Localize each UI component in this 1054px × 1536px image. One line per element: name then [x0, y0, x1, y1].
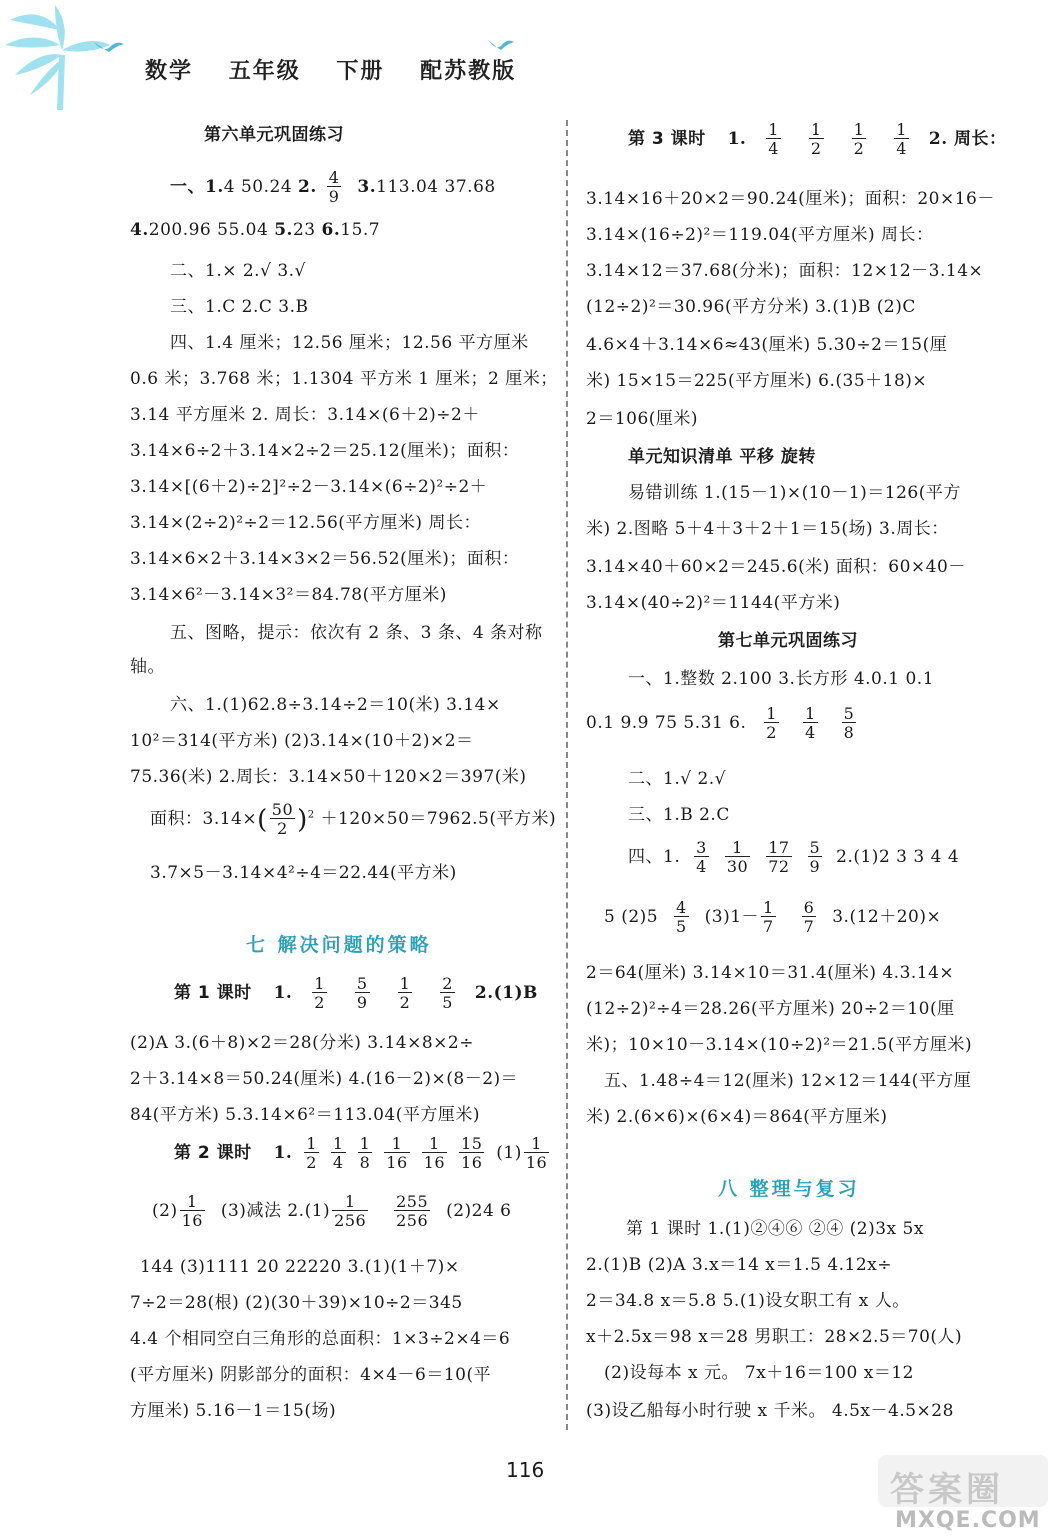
fraction-group	[298, 974, 469, 1012]
answer-line: (平方厘米) 阴影部分的面积：4×4－6＝10(平	[130, 1365, 492, 1385]
page-number: 116	[506, 1458, 545, 1482]
lesson-label: 第 3 课时	[628, 129, 706, 149]
fraction: $\frac{1}{4}$	[804, 704, 816, 742]
answer-line	[174, 976, 538, 1011]
answer-line: 75.36(米) 2.周长：3.14×50＋120×2＝397(米)	[130, 767, 527, 787]
item-label: 1.	[273, 983, 293, 1003]
fraction: $\frac{6}{7}$	[803, 898, 815, 936]
answer-line: x＋2.5x＝98 x＝28 男职工：28×2.5＝70(人)	[586, 1327, 963, 1347]
fraction: $\frac{17}{72}$	[768, 838, 790, 876]
fraction: $\frac{1}{2}$	[810, 120, 822, 158]
answer-line: 3.14×12＝37.68(分米)；面积：12×12－3.14×	[586, 261, 984, 281]
answer-line: (2)设每本 x 元。 7x＋16＝100 x＝12	[604, 1363, 914, 1383]
answer-line: 4.4 个相同空白三角形的总面积：1×3÷2×4＝6	[130, 1329, 511, 1349]
answer-line	[170, 170, 496, 205]
answer-text: 0.1 9.9 75 5.31 6.	[586, 713, 747, 733]
fraction: $\frac{50}{2}$	[271, 800, 294, 838]
answer-text: 23	[292, 220, 322, 240]
header-volume: 下册	[336, 58, 385, 84]
answer-text: 2. 周长：	[928, 129, 1007, 149]
item-label: 3.	[357, 177, 377, 197]
header-grade: 五年级	[228, 58, 301, 84]
answer-line: 3.14×(40÷2)²＝1144(平方米)	[586, 593, 841, 613]
answer-line: 3.14×(16÷2)²＝119.04(平方厘米) 周长：	[586, 225, 934, 245]
answer-text: 面积：3.14×	[150, 809, 258, 829]
column-divider	[566, 120, 568, 1430]
fraction: $\frac{1}{2}$	[399, 974, 411, 1012]
answer-line: 米) 2.(6×6)×(6×4)＝864(平方厘米)	[586, 1107, 888, 1127]
fraction: $\frac{5}{9}$	[356, 974, 368, 1012]
answer-line: 米) 2.图略 5＋4＋3＋2＋1＝15(场) 3.周长：	[586, 519, 949, 539]
item-label: 一、	[170, 177, 205, 197]
fraction: $\frac{255}{256}$	[396, 1192, 429, 1230]
fraction: $\frac{1}{16}$	[423, 1134, 446, 1172]
unit6-review-title: 第六单元巩固练习	[204, 125, 344, 145]
fraction: $\frac{15}{16}$	[461, 1134, 483, 1172]
item-label: 1.	[205, 177, 224, 197]
answer-text: ＋120×50＝7962.5(平方米)	[320, 809, 557, 829]
header-edition: 配苏教版	[420, 58, 517, 84]
answer-line: 4.6×4＋3.14×6≈43(厘米) 5.30÷2＝15(厘	[586, 335, 948, 355]
answer-line: (3)设乙船每小时行驶 x 千米。 4.5x－4.5×28	[586, 1401, 954, 1421]
answer-line	[174, 1136, 559, 1171]
answer-line: 米)；10×10－3.14×(10÷2)²＝21.5(平方厘米)	[586, 1035, 973, 1055]
answer-line: 3.14×40＋60×2＝245.6(米) 面积：60×40－	[586, 557, 966, 577]
answer-line: (12÷2)²÷4＝28.26(平方厘米) 20÷2＝10(厘	[586, 999, 955, 1019]
answer-line: 2＋3.14×8＝50.24(厘米) 4.(16－2)×(8－2)＝	[130, 1069, 519, 1089]
answer-text: (3)1－	[704, 907, 760, 927]
bird-icon	[486, 36, 516, 52]
fraction: $\frac{1}{16}$	[181, 1192, 203, 1230]
answer-line: 3.14 平方厘米 2. 周长：3.14×(6＋2)÷2＋	[130, 405, 480, 425]
fraction: $\frac{1}{16}$	[525, 1134, 548, 1172]
answer-line: 2＝106(厘米)	[586, 409, 699, 429]
answer-text: 4 50.24	[223, 177, 299, 197]
answer-line: 3.14×16＋20×2＝90.24(厘米)；面积：20×16－	[586, 189, 995, 209]
fraction: $\frac{1}{4}$	[332, 1134, 344, 1172]
answer-line: (12÷2)²＝30.96(平方分米) 3.(1)B (2)C	[586, 297, 916, 317]
fraction: $\frac{1}{7}$	[763, 898, 774, 936]
fraction: $\frac{1}{2}$	[766, 704, 777, 742]
answer-line: 面积：3.14×( $\frac{50}{2}$ )$^2$ ＋120×50＝7962.5(平方米)	[150, 800, 557, 838]
answer-line: 一、1.整数 2.100 3.长方形 4.0.1 0.1	[628, 669, 935, 689]
answer-line	[628, 122, 1007, 157]
answer-text: 2.(1)B	[474, 983, 538, 1003]
unit7-title: 七 解决问题的策略	[246, 934, 432, 956]
fraction-group	[298, 1134, 490, 1172]
fraction: $\frac{1}{16}$	[386, 1134, 408, 1172]
fraction-group	[752, 704, 868, 742]
answer-line: 五、1.48÷4＝12(厘米) 12×12＝144(平方厘	[604, 1071, 972, 1091]
answer-line: 四、1.4 厘米；12.56 厘米；12.56 平方厘米	[170, 333, 529, 353]
answer-line: 六、1.(1)62.8÷3.14÷2＝10(米) 3.14×	[170, 695, 501, 715]
fraction-group	[752, 120, 923, 158]
fraction: $\frac{1}{8}$	[359, 1134, 371, 1172]
fraction: $\frac{5}{9}$	[809, 838, 821, 876]
fraction: $\frac{4}{9}$	[328, 168, 340, 206]
watermark-logo-text: 答案圈	[890, 1470, 1004, 1510]
fraction: $\frac{2}{5}$	[442, 974, 453, 1012]
answer-line: 三、1.C 2.C 3.B	[170, 297, 309, 317]
answer-line	[152, 1194, 512, 1229]
answer-line	[586, 706, 868, 741]
answer-line: 0.6 米；3.768 米；1.1304 平方米 1 厘米；2 厘米；	[130, 369, 558, 389]
answer-text: 15.7	[340, 220, 381, 240]
lesson-label: 第 1 课时	[174, 983, 252, 1003]
answer-line: 2＝34.8 x＝5.8 5.(1)设女职工有 x 人。	[586, 1291, 910, 1311]
unit7-review-title: 第七单元巩固练习	[718, 631, 858, 651]
answer-line: 2＝64(厘米) 3.14×10＝31.4(厘米) 4.3.14×	[586, 963, 955, 983]
answer-text: 200.96 55.04	[148, 220, 275, 240]
answer-line	[604, 900, 941, 935]
answer-line: 第 1 课时 1.(1)②④⑥ ②④ (2)3x 5x	[626, 1219, 924, 1239]
fraction: $\frac{1}{4}$	[768, 120, 779, 158]
answer-line: 单元知识清单 平移 旋转	[628, 447, 816, 467]
fraction: $\frac{1}{256}$	[334, 1192, 367, 1230]
header-subject: 数学	[145, 58, 194, 84]
answer-line: 五、图略，提示：依次有 2 条、3 条、4 条对称	[170, 623, 543, 643]
lesson-label: 第 2 课时	[174, 1143, 252, 1163]
answer-line: 3.7×5－3.14×4²÷4＝22.44(平方米)	[150, 863, 457, 883]
answer-line: 二、1.× 2.√ 3.√	[170, 261, 306, 281]
answer-line: 2.(1)B (2)A 3.x＝14 x＝1.5 4.12x÷	[586, 1255, 893, 1275]
item-label: 2.	[298, 177, 317, 197]
answer-line: 3.14×6²－3.14×3²＝84.78(平方厘米)	[130, 585, 447, 605]
answer-line	[130, 220, 380, 240]
answer-line: 84(平方米) 5.3.14×6²＝113.04(平方厘米)	[130, 1105, 480, 1125]
item-label: 6.	[321, 220, 341, 240]
answer-text: 5 (2)5	[604, 907, 659, 927]
bird-icon	[92, 38, 126, 54]
paren-close: )	[297, 804, 308, 835]
answer-text: 四、1.	[628, 847, 681, 867]
answer-line: (2)A 3.(6＋8)×2＝28(分米) 3.14×8×2÷	[130, 1033, 474, 1053]
answer-text: (2)24 6	[446, 1201, 512, 1221]
answer-line: 易错训练 1.(15－1)×(10－1)＝126(平方	[628, 483, 961, 503]
fraction-group	[686, 838, 830, 876]
answer-line: 米) 15×15＝225(平方厘米) 6.(35＋18)×	[586, 371, 928, 391]
item-label: 5.	[274, 220, 293, 240]
answer-line: 3.14×(2÷2)²÷2＝12.56(平方厘米) 周长：	[130, 513, 481, 533]
answer-line: 二、1.√ 2.√	[628, 769, 727, 789]
answer-line: 3.14×6÷2＋3.14×2÷2＝25.12(厘米)；面积：	[130, 441, 520, 461]
item-label: 1.	[727, 129, 747, 149]
item-label: 1.	[273, 1143, 293, 1163]
answer-line: 10²＝314(平方米) (2)3.14×(10＋2)×2＝	[130, 731, 474, 751]
answer-text: 2.(1)2 3 3 4 4	[836, 847, 960, 867]
answer-line: 3.14×6×2＋3.14×3×2＝56.52(厘米)；面积：	[130, 549, 520, 569]
answer-text: 3.(12＋20)×	[832, 907, 942, 927]
palm-leaf-decoration-icon	[0, 0, 150, 110]
answer-text: (2)	[152, 1201, 178, 1221]
fraction: $\frac{1}{2}$	[306, 1134, 317, 1172]
answer-line: 7÷2＝28(根) (2)(30＋39)×10÷2＝345	[130, 1293, 463, 1313]
fraction: $\frac{4}{5}$	[676, 898, 687, 936]
answer-line: 方厘米) 5.16－1＝15(场)	[130, 1401, 337, 1421]
answer-line: 轴。	[130, 657, 165, 677]
answer-text: (3)减法 2.(1)	[220, 1201, 331, 1221]
answer-line	[628, 840, 959, 875]
fraction: $\frac{1}{30}$	[726, 838, 749, 876]
answer-line: 144 (3)1111 20 22220 3.(1)(1＋7)×	[140, 1257, 460, 1277]
fraction: $\frac{1}{4}$	[896, 120, 907, 158]
answer-text: (1)	[496, 1143, 522, 1163]
unit8-title: 八 整理与复习	[718, 1178, 860, 1200]
fraction: $\frac{5}{8}$	[843, 704, 855, 742]
fraction: $\frac{1}{2}$	[314, 974, 325, 1012]
paren-open: (	[257, 804, 268, 835]
answer-text: 113.04 37.68	[376, 177, 496, 197]
fraction: $\frac{1}{2}$	[853, 120, 865, 158]
answer-line: 三、1.B 2.C	[628, 805, 730, 825]
fraction: $\frac{3}{4}$	[696, 838, 707, 876]
watermark-site: MXQE.COM	[895, 1508, 1041, 1533]
header-title	[145, 54, 542, 85]
item-label: 4.	[130, 220, 149, 240]
answer-line: 3.14×[(6＋2)÷2]²÷2－3.14×(6÷2)²÷2＋	[130, 477, 488, 497]
